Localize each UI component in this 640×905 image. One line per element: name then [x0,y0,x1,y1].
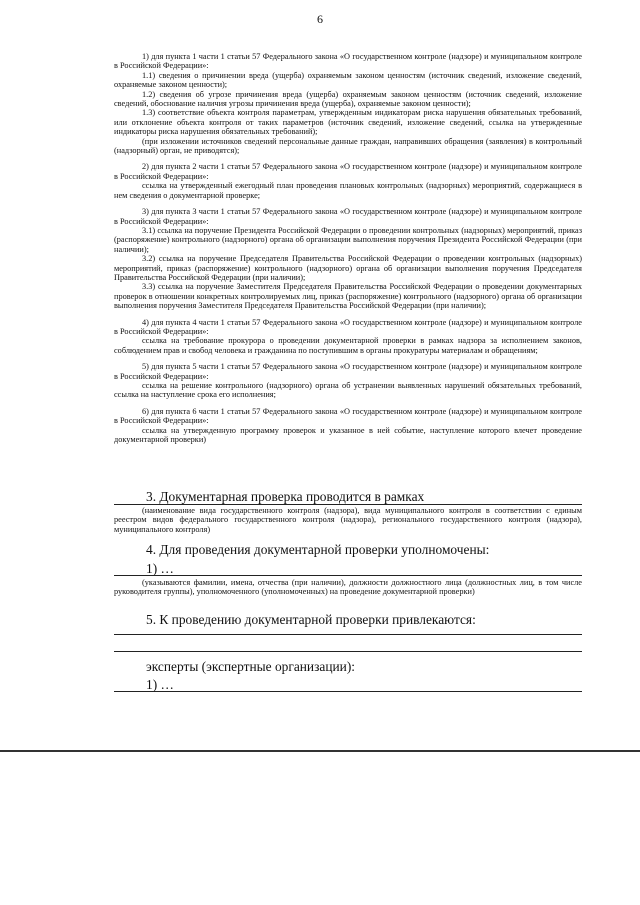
section-4-heading: 4. Для проведения документарной проверки уполномочены: [146,542,490,557]
section-5-fill-line-1 [114,634,582,635]
section-5-fill-line-2 [114,651,582,652]
basis-paragraphs [114,52,582,444]
experts-label: эксперты (экспертные организации): [146,659,356,674]
section-5-heading: 5. К проведению документарной проверки привлекаются: [146,612,476,627]
paragraph: 1) для пункта 1 части 1 статьи 57 Федерального закона «О государственном контроле (надзоре) и муниципальном контроле в Российской Федерации»: [114,52,582,71]
paragraph: 3) для пункта 3 части 1 статьи 57 Федерального закона «О государственном контроле (надзоре) и муниципальном контроле в Российской Федерации»: [114,207,582,226]
section-4-item: 1) … [146,561,174,576]
section-4-fill-line [114,575,582,576]
paragraph: ссылка на утвержденную программу проверок и указанное в ней событие, наступление которого влечет проведение документарной проверки) [114,425,582,445]
section-3-fill-line [114,504,582,505]
paragraph: 1.1) сведения о причинении вреда (ущерба) охраняемым законом ценностям (источник сведений, изложение сведений, охраняемые законом ценности); [114,70,582,90]
section-3-heading: 3. Документарная проверка проводится в рамках [146,489,425,504]
paragraph: 3.3) ссылка на поручение Заместителя Председателя Правительства Российской Федерации о проведении документарных проверок в отношении конкретных контролируемых лиц, приказ (распоряжение) контрольного (надзорного) органа об организации выполнения поручения Заместителя Председателя Правительства Российской Федерации (при наличии); [114,282,582,311]
paragraph: 6) для пункта 6 части 1 статьи 57 Федерального закона «О государственном контроле (надзоре) и муниципальном контроле в Российской Федерации»: [114,406,582,426]
paragraph: 1.3) соответствие объекта контроля параметрам, утвержденным индикаторам риска нарушения обязательных требований, или отклонение объекта контроля от таких параметров (источник сведений, изложение сведений, ссылка на утвержденные индикаторы риска нарушения обязательных требований); [114,108,582,137]
paragraph: 3.1) ссылка на поручение Президента Российской Федерации о проведении контрольных (надзорных) мероприятий, приказ (распоряжение) контрольного (надзорного) органа об организации выполнения поручения Президента Российской Федерации (при наличии); [114,225,582,254]
section-5-item: 1) … [146,677,174,692]
paragraph: 1.2) сведения об угрозе причинения вреда (ущерба) охраняемым законом ценностям (источник сведений, изложение сведений, обоснование наличия угрозы причинения вреда (ущерба), охраняемые законом ценности); [114,89,582,109]
paragraph: ссылка на решение контрольного (надзорного) органа об устранении выявленных нарушений обязательных требований, ссылка на наступление срока его исполнения; [114,381,582,400]
section-4-note: (указываются фамилии, имена, отчества (при наличии), должности должностного лица (должностных лиц, в том числе руководителя группы), уполномоченного (уполномоченных) на проведение документарной проверки) [114,578,582,597]
section-3-note: (наименование вида государственного контроля (надзора), вида муниципального контроля в соответствии с единым реестром видов федерального государственного контроля (надзора), регионального государственного контроля (надзора), муниципального контроля) [114,506,582,534]
paragraph: 4) для пункта 4 части 1 статьи 57 Федерального закона «О государственном контроле (надзоре) и муниципальном контроле в Российской Федерации»: [114,317,582,336]
section-5-fill-line-3 [114,691,582,692]
paragraph: 5) для пункта 5 части 1 статьи 57 Федерального закона «О государственном контроле (надзоре) и муниципальном контроле в Российской Федерации»: [114,362,582,381]
paragraph: ссылка на утвержденный ежегодный план проведения плановых контрольных (надзорных) мероприятий, содержащиеся в нем сведения о документарной проверке; [114,181,582,200]
paragraph: ссылка на требование прокурора о проведении документарной проверки в рамках надзора за исполнением законов, соблюдением прав и свобод человека и гражданина по поступившим в органы прокуратуры материалам и обращениям; [114,336,582,355]
paragraph: 2) для пункта 2 части 1 статьи 57 Федерального закона «О государственном контроле (надзоре) и муниципальном контроле в Российской Федерации»: [114,162,582,181]
page-number: 6 [317,12,323,26]
paragraph: (при изложении источников сведений персональные данные граждан, направивших обращения (заявления) в контрольный (надзорный) орган, не приводятся); [114,136,582,156]
page-bottom-rule [0,750,640,752]
paragraph: 3.2) ссылка на поручение Председателя Правительства Российской Федерации о проведении контрольных (надзорных) мероприятий, приказ (распоряжение) контрольного (надзорного) органа об организации выполнения поручения Председателя Правительства Российской Федерации (при наличии); [114,254,582,282]
